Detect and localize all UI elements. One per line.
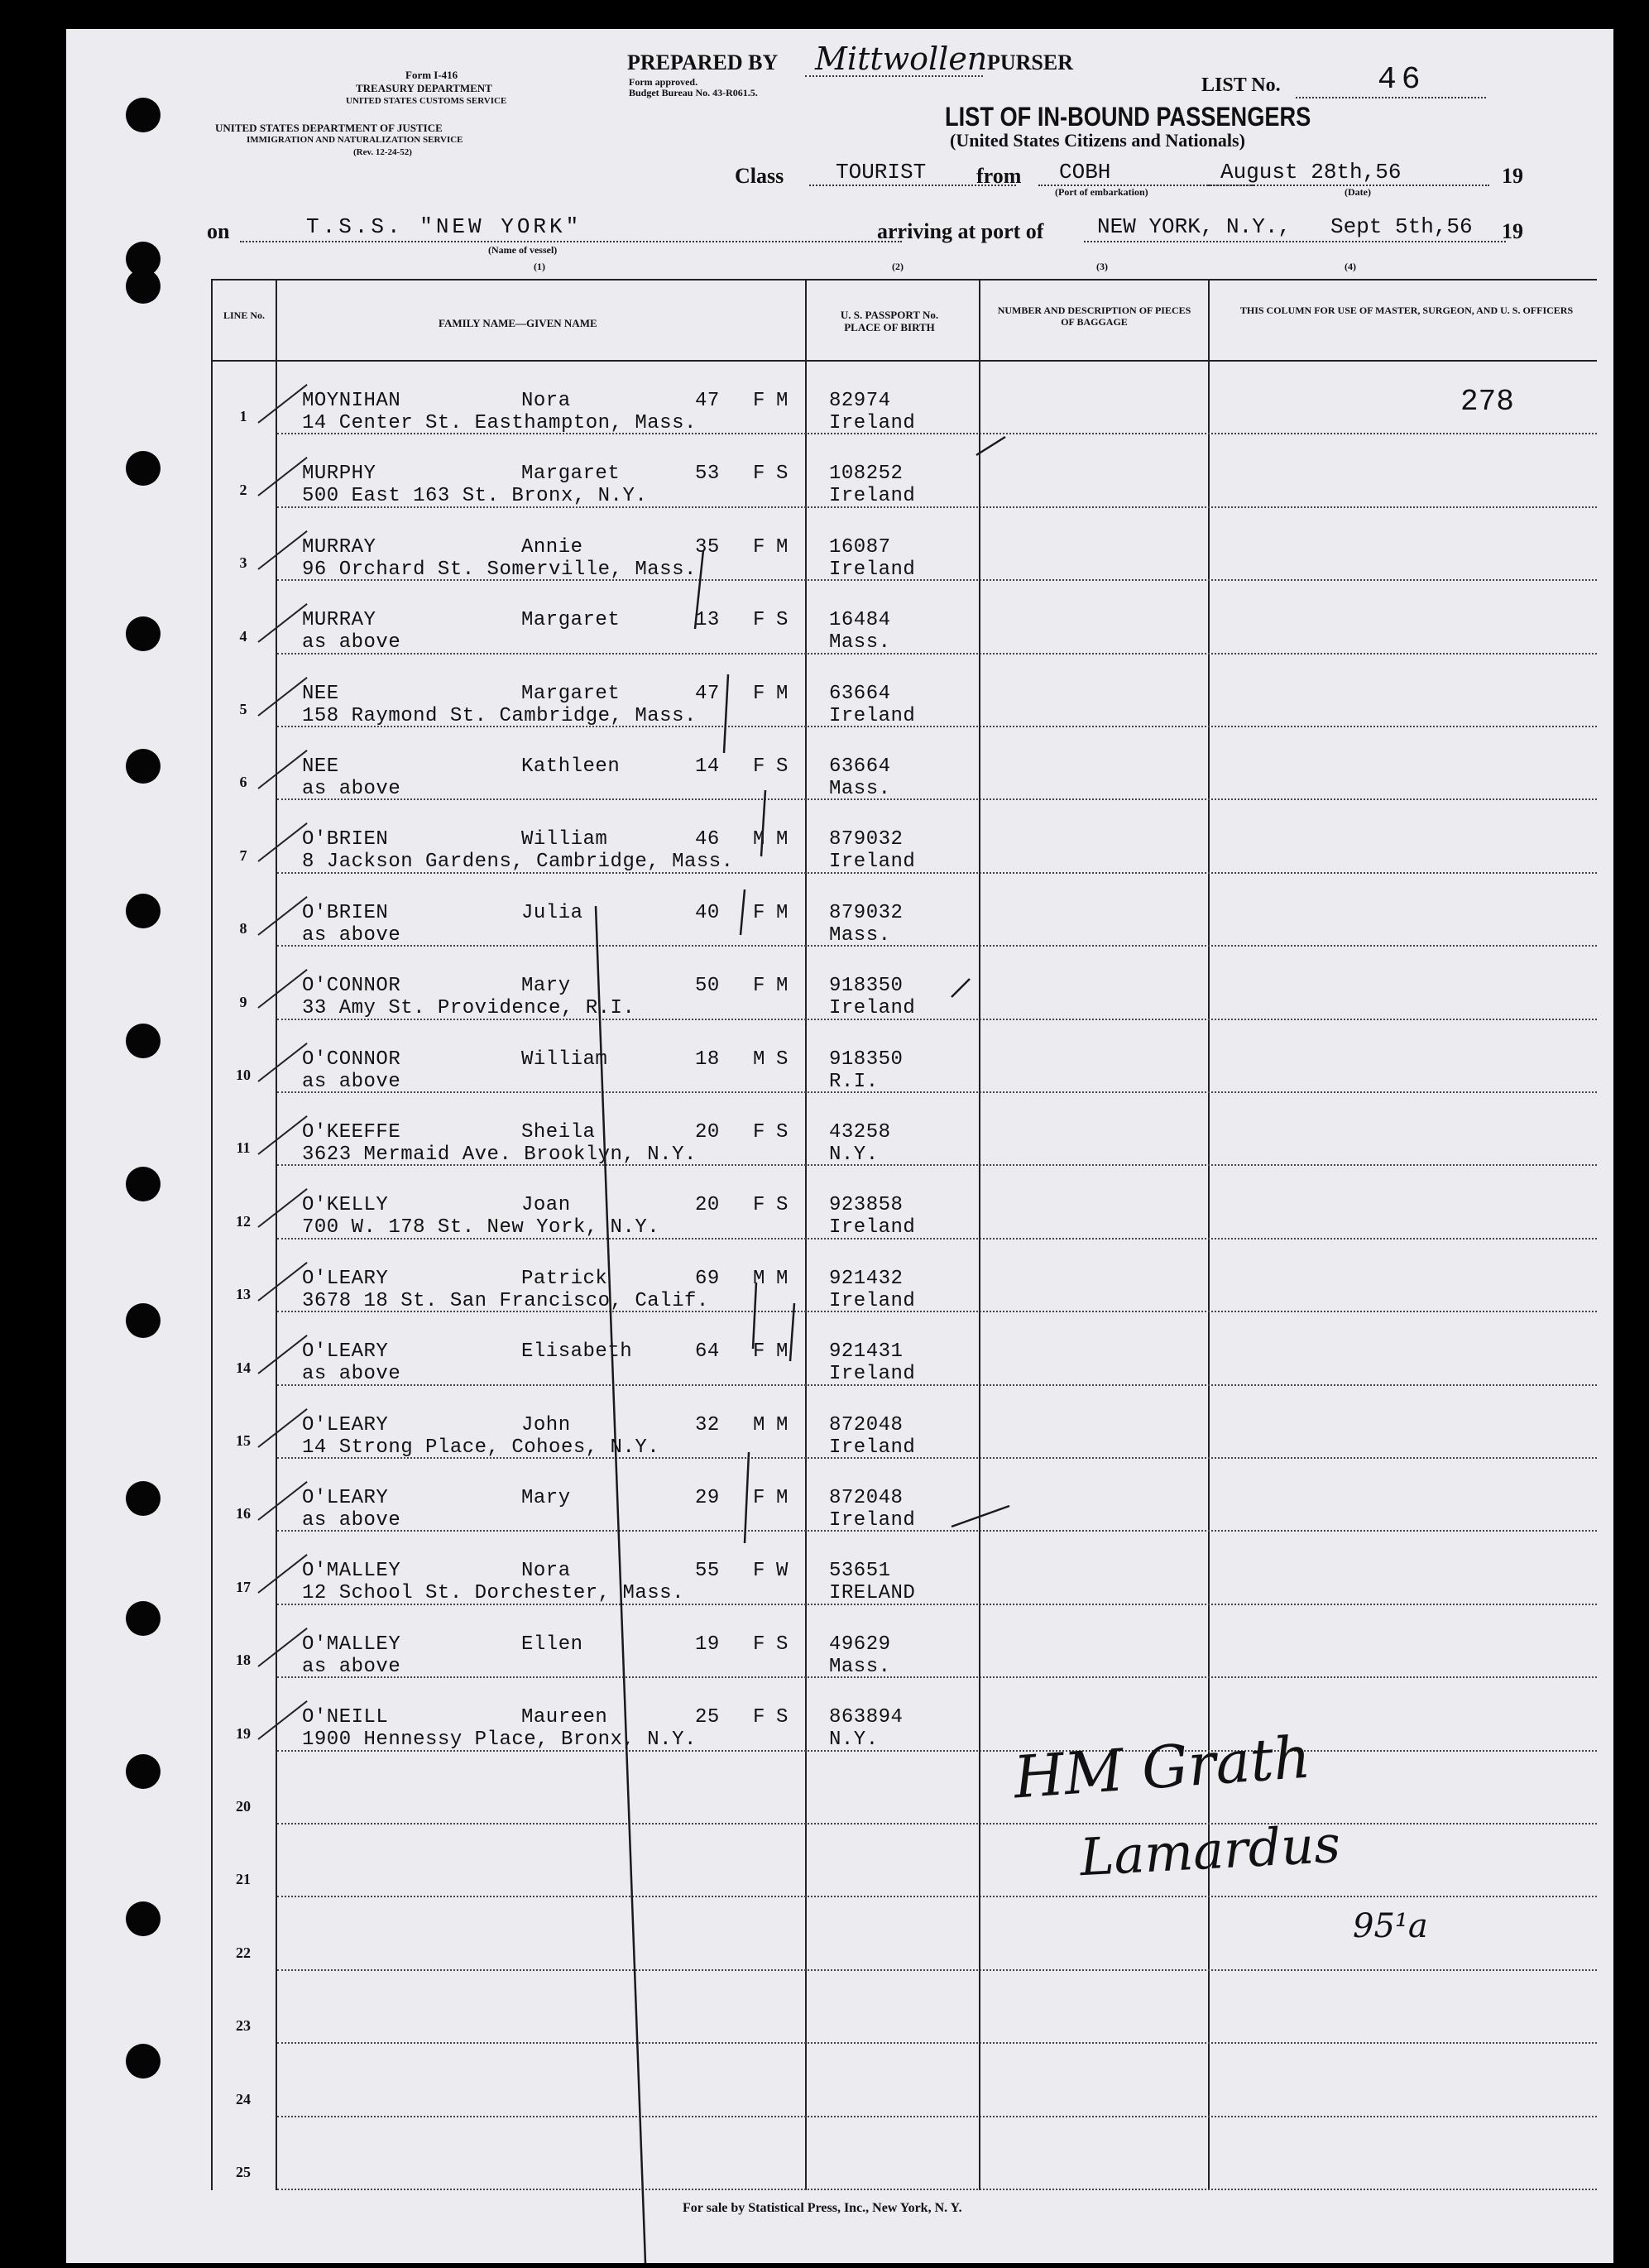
given-name: Mary	[521, 1487, 571, 1509]
passport-number: 918350	[829, 1048, 904, 1071]
marital-status: S	[776, 1121, 789, 1144]
address: 8 Jackson Gardens, Cambridge, Mass.	[302, 851, 734, 874]
place-of-birth: Ireland	[829, 485, 916, 508]
sex: F	[753, 1340, 765, 1364]
place-of-birth: Ireland	[829, 997, 916, 1020]
place-of-birth: Ireland	[829, 1216, 916, 1239]
line-number: 12	[236, 1212, 251, 1230]
sex: F	[753, 682, 765, 705]
address: 12 School St. Dorchester, Mass.	[302, 1582, 684, 1605]
given-name: Elisabeth	[521, 1340, 633, 1364]
age: 69	[695, 1267, 720, 1290]
age: 40	[695, 901, 720, 924]
marital-status: S	[776, 1048, 789, 1071]
passport-number: 49629	[829, 1633, 891, 1656]
arrival-date: Sept 5th,56	[1330, 214, 1473, 239]
place-of-birth: Ireland	[829, 704, 916, 727]
address: as above	[302, 778, 401, 800]
passport-number: 872048	[829, 1413, 904, 1436]
family-name: MURRAY	[302, 535, 376, 559]
family-name: MURRAY	[302, 609, 376, 632]
form-revision: (Rev. 12-24-52)	[353, 147, 412, 157]
address: 500 East 163 St. Bronx, N.Y.	[302, 485, 648, 508]
sex: F	[753, 755, 765, 778]
marital-status: M	[776, 828, 789, 851]
from-label: from	[976, 164, 1022, 188]
given-name: Maureen	[521, 1706, 608, 1729]
caption-2: (2)	[892, 261, 904, 272]
family-name: O'MALLEY	[302, 1633, 401, 1656]
family-name: O'CONNOR	[302, 1048, 401, 1071]
age: 55	[695, 1560, 720, 1583]
given-name: Nora	[521, 1560, 571, 1583]
total-mark: 278	[1460, 385, 1514, 419]
page-title: LIST OF IN-BOUND PASSENGERS	[945, 102, 1311, 132]
age: 13	[695, 609, 720, 632]
sex: F	[753, 1487, 765, 1509]
place-of-birth: Mass.	[829, 631, 891, 655]
dept-customs: UNITED STATES CUSTOMS SERVICE	[346, 96, 507, 106]
address: 33 Amy St. Providence, R.I.	[302, 997, 635, 1020]
marital-status: M	[776, 1413, 789, 1436]
family-name: O'KEEFFE	[302, 1121, 401, 1144]
given-name: Mary	[521, 975, 571, 998]
line-number: 24	[236, 2090, 251, 2107]
form-approved: Form approved.	[629, 76, 698, 88]
caption-3: (3)	[1096, 261, 1108, 272]
sex: F	[753, 1633, 765, 1656]
sex: F	[753, 390, 765, 412]
line-number: 13	[236, 1286, 251, 1303]
age: 20	[695, 1194, 720, 1217]
given-name: Sheila	[521, 1121, 596, 1144]
marital-status: M	[776, 1340, 789, 1364]
address: 96 Orchard St. Somerville, Mass.	[302, 558, 697, 581]
place-of-birth: Ireland	[829, 1436, 916, 1459]
place-of-birth: Ireland	[829, 1289, 916, 1312]
sex: F	[753, 609, 765, 632]
line-number: 17	[236, 1578, 251, 1595]
address: 1900 Hennessy Place, Bronx, N.Y.	[302, 1729, 697, 1752]
passport-number: 108252	[829, 463, 904, 486]
sex: M	[753, 1413, 765, 1436]
dept-treasury: TREASURY DEPARTMENT	[356, 82, 492, 94]
place-of-birth: Mass.	[829, 1655, 891, 1678]
marital-status: S	[776, 1706, 789, 1729]
caption-1: (1)	[534, 261, 545, 272]
sex: F	[753, 1121, 765, 1144]
signature-2: Lamardus	[1078, 1813, 1342, 1888]
place-of-birth: Mass.	[829, 778, 891, 800]
sex: F	[753, 1194, 765, 1217]
passport-number: 63664	[829, 682, 891, 705]
sex: F	[753, 1706, 765, 1729]
age: 53	[695, 463, 720, 486]
age: 50	[695, 975, 720, 998]
given-name: Margaret	[521, 682, 621, 705]
passport-number: 53651	[829, 1560, 891, 1583]
class-value: TOURIST	[836, 160, 927, 185]
passport-number: 918350	[829, 975, 904, 998]
given-name: Ellen	[521, 1633, 583, 1656]
address: 14 Center St. Easthampton, Mass.	[302, 412, 697, 434]
marital-status: S	[776, 609, 789, 632]
line-number: 22	[236, 1944, 251, 1961]
departure-date: August 28th,56	[1220, 160, 1402, 185]
vessel-name: T.S.S. "NEW YORK"	[306, 214, 582, 239]
given-name: Patrick	[521, 1267, 608, 1290]
family-name: O'LEARY	[302, 1413, 389, 1436]
place-of-birth: N.Y.	[829, 1729, 879, 1752]
marital-status: M	[776, 535, 789, 559]
line-number: 3	[239, 554, 247, 572]
place-of-birth: Ireland	[829, 1509, 916, 1532]
age: 35	[695, 535, 720, 559]
address: 14 Strong Place, Cohoes, N.Y.	[302, 1436, 660, 1459]
budget-bureau: Budget Bureau No. 43-R061.5.	[629, 87, 758, 98]
address: as above	[302, 1070, 401, 1093]
list-no-value: 46	[1378, 62, 1426, 98]
passport-number: 879032	[829, 828, 904, 851]
footer-text: For sale by Statistical Press, Inc., New York, N. Y.	[683, 2201, 962, 2215]
sex: M	[753, 1267, 765, 1290]
age: 14	[695, 755, 720, 778]
place-of-birth: Ireland	[829, 851, 916, 874]
col-header-line: LINE No.	[223, 309, 265, 321]
sex: F	[753, 463, 765, 486]
marital-status: M	[776, 390, 789, 412]
line-number: 4	[239, 627, 247, 645]
arriving-label: arriving at port of	[877, 219, 1044, 243]
marital-status: S	[776, 1633, 789, 1656]
year-prefix: 19	[1502, 164, 1523, 188]
passport-number: 923858	[829, 1194, 904, 1217]
marital-status: M	[776, 1267, 789, 1290]
family-name: NEE	[302, 682, 339, 705]
port-embark-caption: (Port of embarkation)	[1055, 186, 1148, 198]
age: 25	[695, 1706, 720, 1729]
sex: M	[753, 828, 765, 851]
place-of-birth: Mass.	[829, 923, 891, 947]
marital-status: S	[776, 1194, 789, 1217]
place-of-birth: N.Y.	[829, 1144, 879, 1166]
line-number: 23	[236, 2017, 251, 2035]
line-number: 8	[239, 920, 247, 937]
place-of-birth: Ireland	[829, 558, 916, 581]
line-number: 16	[236, 1505, 251, 1522]
address: as above	[302, 1655, 401, 1678]
purser-label: PURSER	[987, 50, 1074, 74]
age: 29	[695, 1487, 720, 1509]
address: as above	[302, 923, 401, 947]
address: as above	[302, 1363, 401, 1386]
family-name: MOYNIHAN	[302, 390, 401, 412]
signature-note: 95¹a	[1353, 1907, 1428, 1945]
family-name: O'BRIEN	[302, 901, 389, 924]
col-header-baggage: NUMBER AND DESCRIPTION OF PIECES OF BAGGAGE	[997, 304, 1191, 328]
family-name: O'NEILL	[302, 1706, 389, 1729]
list-no-label: LIST No.	[1201, 74, 1281, 96]
family-name: O'LEARY	[302, 1487, 389, 1509]
line-number: 21	[236, 1871, 251, 1888]
family-name: O'LEARY	[302, 1340, 389, 1364]
place-of-birth: IRELAND	[829, 1582, 916, 1605]
age: 47	[695, 682, 720, 705]
family-name: O'LEARY	[302, 1267, 389, 1290]
caption-4: (4)	[1345, 261, 1356, 272]
line-number: 15	[236, 1432, 251, 1449]
age: 32	[695, 1413, 720, 1436]
age: 20	[695, 1121, 720, 1144]
col-header-name: FAMILY NAME—GIVEN NAME	[439, 317, 597, 329]
prepared-by-value: Mittwollen	[815, 41, 988, 77]
address: 3678 18 St. San Francisco, Calif.	[302, 1289, 709, 1312]
line-number: 5	[239, 701, 247, 717]
sex: M	[753, 1048, 765, 1071]
marital-status: M	[776, 1487, 789, 1509]
arrival-port: NEW YORK, N.Y.,	[1097, 214, 1292, 239]
family-name: O'CONNOR	[302, 975, 401, 998]
marital-status: W	[776, 1560, 789, 1583]
col-header-passport: U. S. PASSPORT No. PLACE OF BIRTH	[840, 309, 939, 333]
line-number: 2	[239, 481, 247, 498]
place-of-birth: Ireland	[829, 412, 916, 434]
family-name: O'BRIEN	[302, 828, 389, 851]
given-name: Margaret	[521, 463, 621, 486]
class-label: Class	[735, 164, 784, 188]
given-name: Joan	[521, 1194, 571, 1217]
passport-number: 879032	[829, 901, 904, 924]
on-label: on	[207, 219, 230, 243]
given-name: Kathleen	[521, 755, 621, 778]
line-number: 6	[239, 774, 247, 791]
given-name: Annie	[521, 535, 583, 559]
age: 18	[695, 1048, 720, 1071]
sex: F	[753, 1560, 765, 1583]
marital-status: M	[776, 901, 789, 924]
place-of-birth: R.I.	[829, 1070, 879, 1093]
passport-number: 921432	[829, 1267, 904, 1290]
line-number: 25	[236, 2164, 251, 2180]
given-name: Nora	[521, 390, 571, 412]
page-subtitle: (United States Citizens and Nationals)	[950, 130, 1245, 151]
address: as above	[302, 1509, 401, 1532]
passport-number: 863894	[829, 1706, 904, 1729]
marital-status: M	[776, 682, 789, 705]
col-header-officers: THIS COLUMN FOR USE OF MASTER, SURGEON, AND U. S. OFFICERS	[1239, 304, 1574, 316]
age: 19	[695, 1633, 720, 1656]
address: 158 Raymond St. Cambridge, Mass.	[302, 704, 697, 727]
address: 700 W. 178 St. New York, N.Y.	[302, 1216, 660, 1239]
date-caption: (Date)	[1345, 186, 1371, 198]
prepared-by-label: PREPARED BY	[627, 50, 779, 74]
line-number: 14	[236, 1359, 251, 1376]
family-name: O'MALLEY	[302, 1560, 401, 1583]
dept-ins: IMMIGRATION AND NATURALIZATION SERVICE	[247, 135, 463, 145]
family-name: O'KELLY	[302, 1194, 389, 1217]
given-name: Margaret	[521, 609, 621, 632]
given-name: William	[521, 828, 608, 851]
age: 47	[695, 390, 720, 412]
line-number: 1	[239, 408, 247, 425]
address: as above	[302, 631, 401, 655]
marital-status: S	[776, 755, 789, 778]
signature-1: HM Grath	[1011, 1723, 1313, 1812]
marital-status: S	[776, 463, 789, 486]
age: 64	[695, 1340, 720, 1364]
passport-number: 921431	[829, 1340, 904, 1364]
sex: F	[753, 975, 765, 998]
from-value: COBH	[1059, 160, 1111, 185]
family-name: MURPHY	[302, 463, 376, 486]
passport-number: 16087	[829, 535, 891, 559]
dept-justice: UNITED STATES DEPARTMENT OF JUSTICE	[215, 122, 443, 134]
place-of-birth: Ireland	[829, 1363, 916, 1386]
sex: F	[753, 901, 765, 924]
age: 46	[695, 828, 720, 851]
line-number: 19	[236, 1724, 251, 1742]
passport-number: 872048	[829, 1487, 904, 1509]
passport-number: 43258	[829, 1121, 891, 1144]
given-name: Julia	[521, 901, 583, 924]
line-number: 9	[239, 993, 247, 1010]
form-paper	[66, 29, 1613, 2263]
given-name: William	[521, 1048, 608, 1071]
line-number: 7	[239, 846, 247, 864]
passport-number: 63664	[829, 755, 891, 778]
address: 3623 Mermaid Ave. Brooklyn, N.Y.	[302, 1144, 697, 1166]
sex: F	[753, 535, 765, 559]
passport-number: 16484	[829, 609, 891, 632]
year-prefix-2: 19	[1502, 219, 1523, 243]
passport-number: 82974	[829, 390, 891, 412]
line-number: 18	[236, 1652, 251, 1669]
line-number: 20	[236, 1798, 251, 1815]
line-number: 10	[236, 1067, 251, 1083]
given-name: John	[521, 1413, 571, 1436]
vessel-caption: (Name of vessel)	[488, 244, 558, 256]
line-number: 11	[236, 1139, 251, 1157]
form-number: Form I-416	[405, 69, 458, 81]
family-name: NEE	[302, 755, 339, 778]
marital-status: M	[776, 975, 789, 998]
